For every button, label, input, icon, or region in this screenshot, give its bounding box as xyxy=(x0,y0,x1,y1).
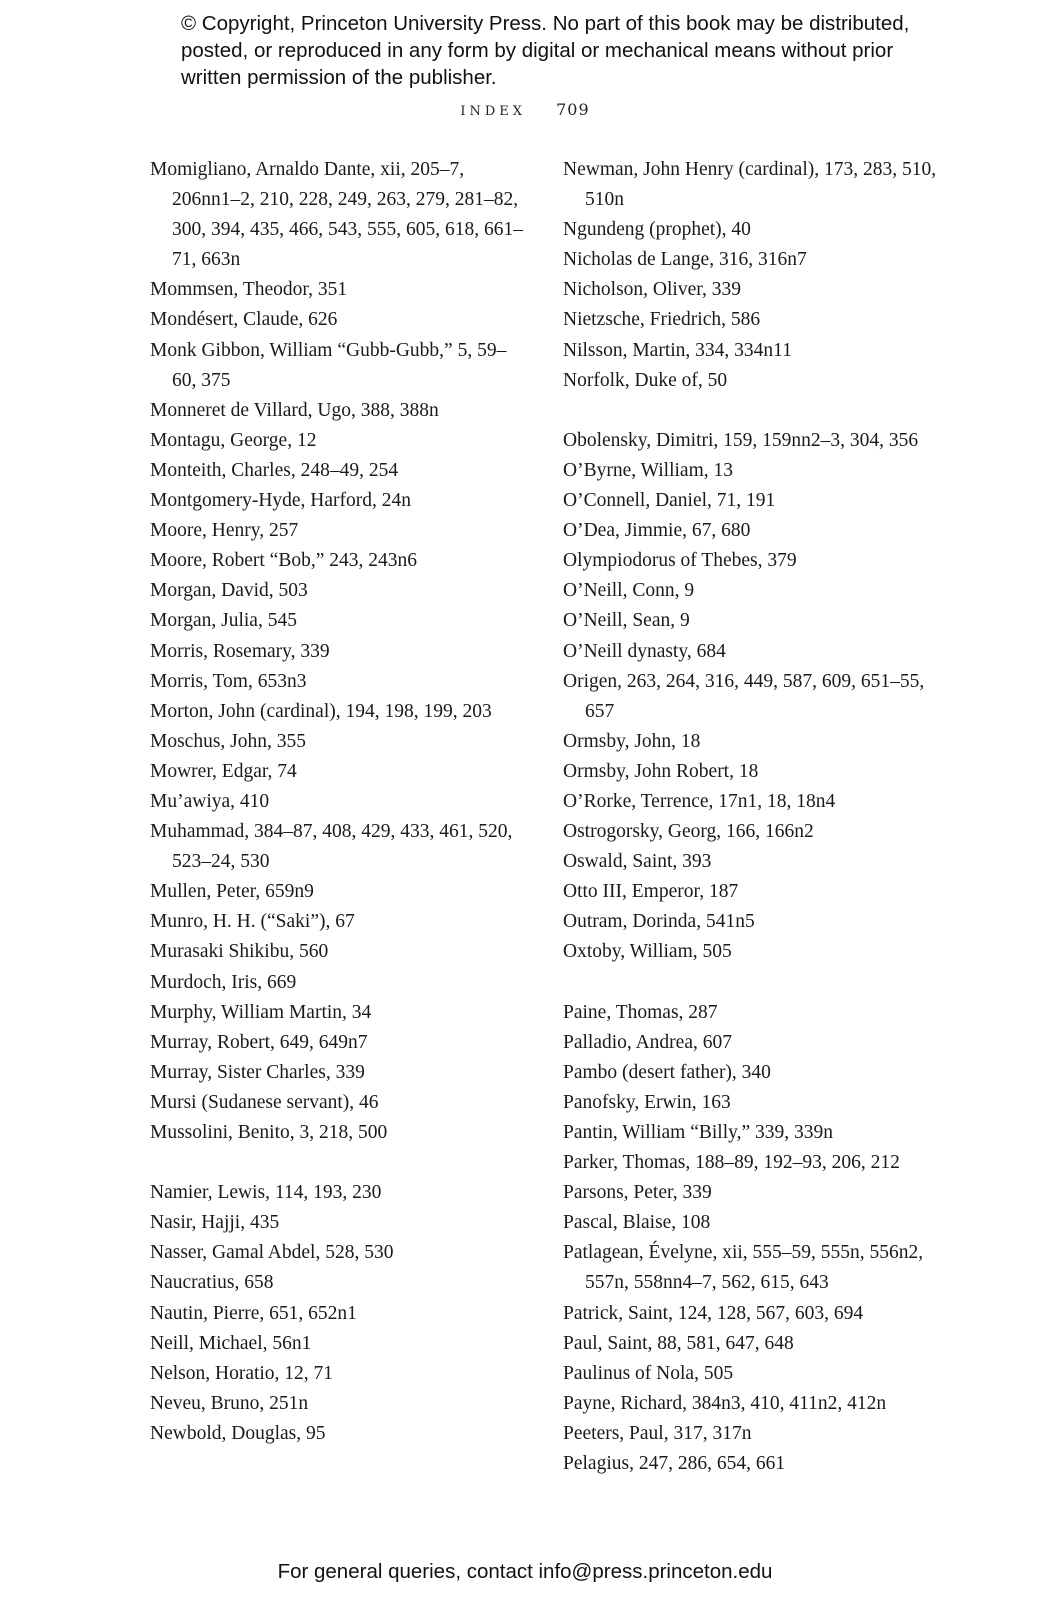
index-entry: Montgomery-Hyde, Harford, 24n xyxy=(150,490,412,512)
index-entry: Nasser, Gamal Abdel, 528, 530 xyxy=(150,1242,394,1264)
index-entry: Parker, Thomas, 188–89, 192–93, 206, 212 xyxy=(563,1152,900,1174)
index-entry: Peeters, Paul, 317, 317n xyxy=(563,1422,752,1444)
index-entry: Neill, Michael, 56n1 xyxy=(150,1332,312,1354)
copyright-notice: © Copyright, Princeton University Press. No part of this book may be distributed, posted, or reproduced in any form by digital or mechanical means without prior written permission of the publisher. xyxy=(181,12,910,89)
index-entry: Origen, 263, 264, 316, 449, 587, 609, 651–55, 657 xyxy=(563,670,925,722)
index-entry: Paulinus of Nola, 505 xyxy=(563,1362,734,1384)
index-entry: Nelson, Horatio, 12, 71 xyxy=(150,1362,334,1384)
index-entry: Nautin, Pierre, 651, 652n1 xyxy=(150,1302,357,1324)
index-entry: Nasir, Hajji, 435 xyxy=(150,1212,280,1234)
index-entry: Mommsen, Theodor, 351 xyxy=(150,279,348,301)
index-entry: Outram, Dorinda, 541n5 xyxy=(563,911,755,933)
page-number: 709 xyxy=(556,100,590,119)
index-entry: Pelagius, 247, 286, 654, 661 xyxy=(563,1453,786,1475)
index-entry: O’Dea, Jimmie, 67, 680 xyxy=(563,520,751,542)
index-column-left xyxy=(150,155,530,1449)
index-entry: Panofsky, Erwin, 163 xyxy=(563,1091,731,1113)
index-entry: Ormsby, John, 18 xyxy=(563,730,701,752)
index-entry: Moore, Robert “Bob,” 243, 243n6 xyxy=(150,550,418,572)
index-entry: Payne, Richard, 384n3, 410, 411n2, 412n xyxy=(563,1392,887,1414)
index-entry: Morgan, David, 503 xyxy=(150,580,308,602)
index-entry: Nicholas de Lange, 316, 316n7 xyxy=(563,249,807,271)
index-entry: Namier, Lewis, 114, 193, 230 xyxy=(150,1182,382,1204)
index-entry: Murray, Robert, 649, 649n7 xyxy=(150,1031,368,1053)
index-entry: Moore, Henry, 257 xyxy=(150,520,299,542)
index-entry: O’Neill, Sean, 9 xyxy=(563,610,690,632)
letter-section-gap xyxy=(150,1148,530,1178)
index-entry: Paul, Saint, 88, 581, 647, 648 xyxy=(563,1332,794,1354)
index-entry: Monneret de Villard, Ugo, 388, 388n xyxy=(150,399,439,421)
index-entry: Monteith, Charles, 248–49, 254 xyxy=(150,459,399,481)
index-column-right xyxy=(563,155,953,1479)
index-entry: Otto III, Emperor, 187 xyxy=(563,881,739,903)
letter-section-gap xyxy=(563,968,953,998)
index-entry: O’Connell, Daniel, 71, 191 xyxy=(563,490,776,512)
index-entry: O’Neill, Conn, 9 xyxy=(563,580,695,602)
index-entry: Momigliano, Arnaldo Dante, xii, 205–7, 206nn1–2, 210, 228, 249, 263, 279, 281–82, 300, 394, 435, 466, 543, 555, 605, 618, 661–71, 663n xyxy=(150,159,523,271)
index-entry: Paine, Thomas, 287 xyxy=(563,1001,718,1023)
index-entry: Mullen, Peter, 659n9 xyxy=(150,881,314,903)
index-entry: Mondésert, Claude, 626 xyxy=(150,309,338,331)
index-entry: Patrick, Saint, 124, 128, 567, 603, 694 xyxy=(563,1302,864,1324)
index-entry: Ormsby, John Robert, 18 xyxy=(563,760,759,782)
index-entry: O’Byrne, William, 13 xyxy=(563,459,733,481)
running-head-label: INDEX xyxy=(460,104,527,119)
index-entry: Newman, John Henry (cardinal), 173, 283, 510, 510n xyxy=(563,159,937,211)
index-entry: Moschus, John, 355 xyxy=(150,730,307,752)
index-entry: Monk Gibbon, William “Gubb-Gubb,” 5, 59–60, 375 xyxy=(150,339,507,391)
index-entry: Morris, Rosemary, 339 xyxy=(150,640,330,662)
index-entry: Murdoch, Iris, 669 xyxy=(150,971,297,993)
index-entry: Oxtoby, William, 505 xyxy=(563,941,732,963)
index-entry: Morris, Tom, 653n3 xyxy=(150,670,307,692)
running-head xyxy=(0,100,1050,119)
index-entry: Patlagean, Évelyne, xii, 555–59, 555n, 556n2, 557n, 558nn4–7, 562, 615, 643 xyxy=(563,1242,924,1294)
index-entry: Murphy, William Martin, 34 xyxy=(150,1001,372,1023)
index-entry: Palladio, Andrea, 607 xyxy=(563,1031,732,1053)
index-entry: Morgan, Julia, 545 xyxy=(150,610,297,632)
index-entry: O’Rorke, Terrence, 17n1, 18, 18n4 xyxy=(563,790,836,812)
index-entry: Obolensky, Dimitri, 159, 159nn2–3, 304, 356 xyxy=(563,429,919,451)
index-entry: Naucratius, 658 xyxy=(150,1272,274,1294)
index-entry: Mowrer, Edgar, 74 xyxy=(150,760,297,782)
index-entry: Pascal, Blaise, 108 xyxy=(563,1212,711,1234)
index-entry: Parsons, Peter, 339 xyxy=(563,1182,712,1204)
index-entry: Mu’awiya, 410 xyxy=(150,790,270,812)
index-entry: Nicholson, Oliver, 339 xyxy=(563,279,741,301)
index-entry: Ngundeng (prophet), 40 xyxy=(563,219,751,241)
index-entry: Oswald, Saint, 393 xyxy=(563,851,712,873)
index-entry: Neveu, Bruno, 251n xyxy=(150,1392,309,1414)
index-entry: Munro, H. H. (“Saki”), 67 xyxy=(150,911,355,933)
letter-section-gap xyxy=(563,396,953,426)
index-entry: Nilsson, Martin, 334, 334n11 xyxy=(563,339,792,361)
index-entry: O’Neill dynasty, 684 xyxy=(563,640,726,662)
index-entry: Nietzsche, Friedrich, 586 xyxy=(563,309,761,331)
index-entry: Mussolini, Benito, 3, 218, 500 xyxy=(150,1122,388,1143)
index-entry: Morton, John (cardinal), 194, 198, 199, 203 xyxy=(150,700,492,722)
footer-contact: For general queries, contact info@press.princeton.edu xyxy=(277,1560,773,1583)
index-entry: Ostrogorsky, Georg, 166, 166n2 xyxy=(563,821,814,843)
index-entry: Norfolk, Duke of, 50 xyxy=(563,369,728,391)
index-entry: Murray, Sister Charles, 339 xyxy=(150,1061,365,1083)
index-entry: Mursi (Sudanese servant), 46 xyxy=(150,1091,379,1113)
index-entry: Newbold, Douglas, 95 xyxy=(150,1422,326,1444)
index-entry: Pambo (desert father), 340 xyxy=(563,1061,771,1083)
index-entry: Muhammad, 384–87, 408, 429, 433, 461, 520, 523–24, 530 xyxy=(150,821,513,873)
index-entry: Olympiodorus of Thebes, 379 xyxy=(563,550,797,572)
index-entry: Montagu, George, 12 xyxy=(150,429,317,451)
index-entry: Pantin, William “Billy,” 339, 339n xyxy=(563,1122,834,1143)
index-entry: Murasaki Shikibu, 560 xyxy=(150,941,329,963)
